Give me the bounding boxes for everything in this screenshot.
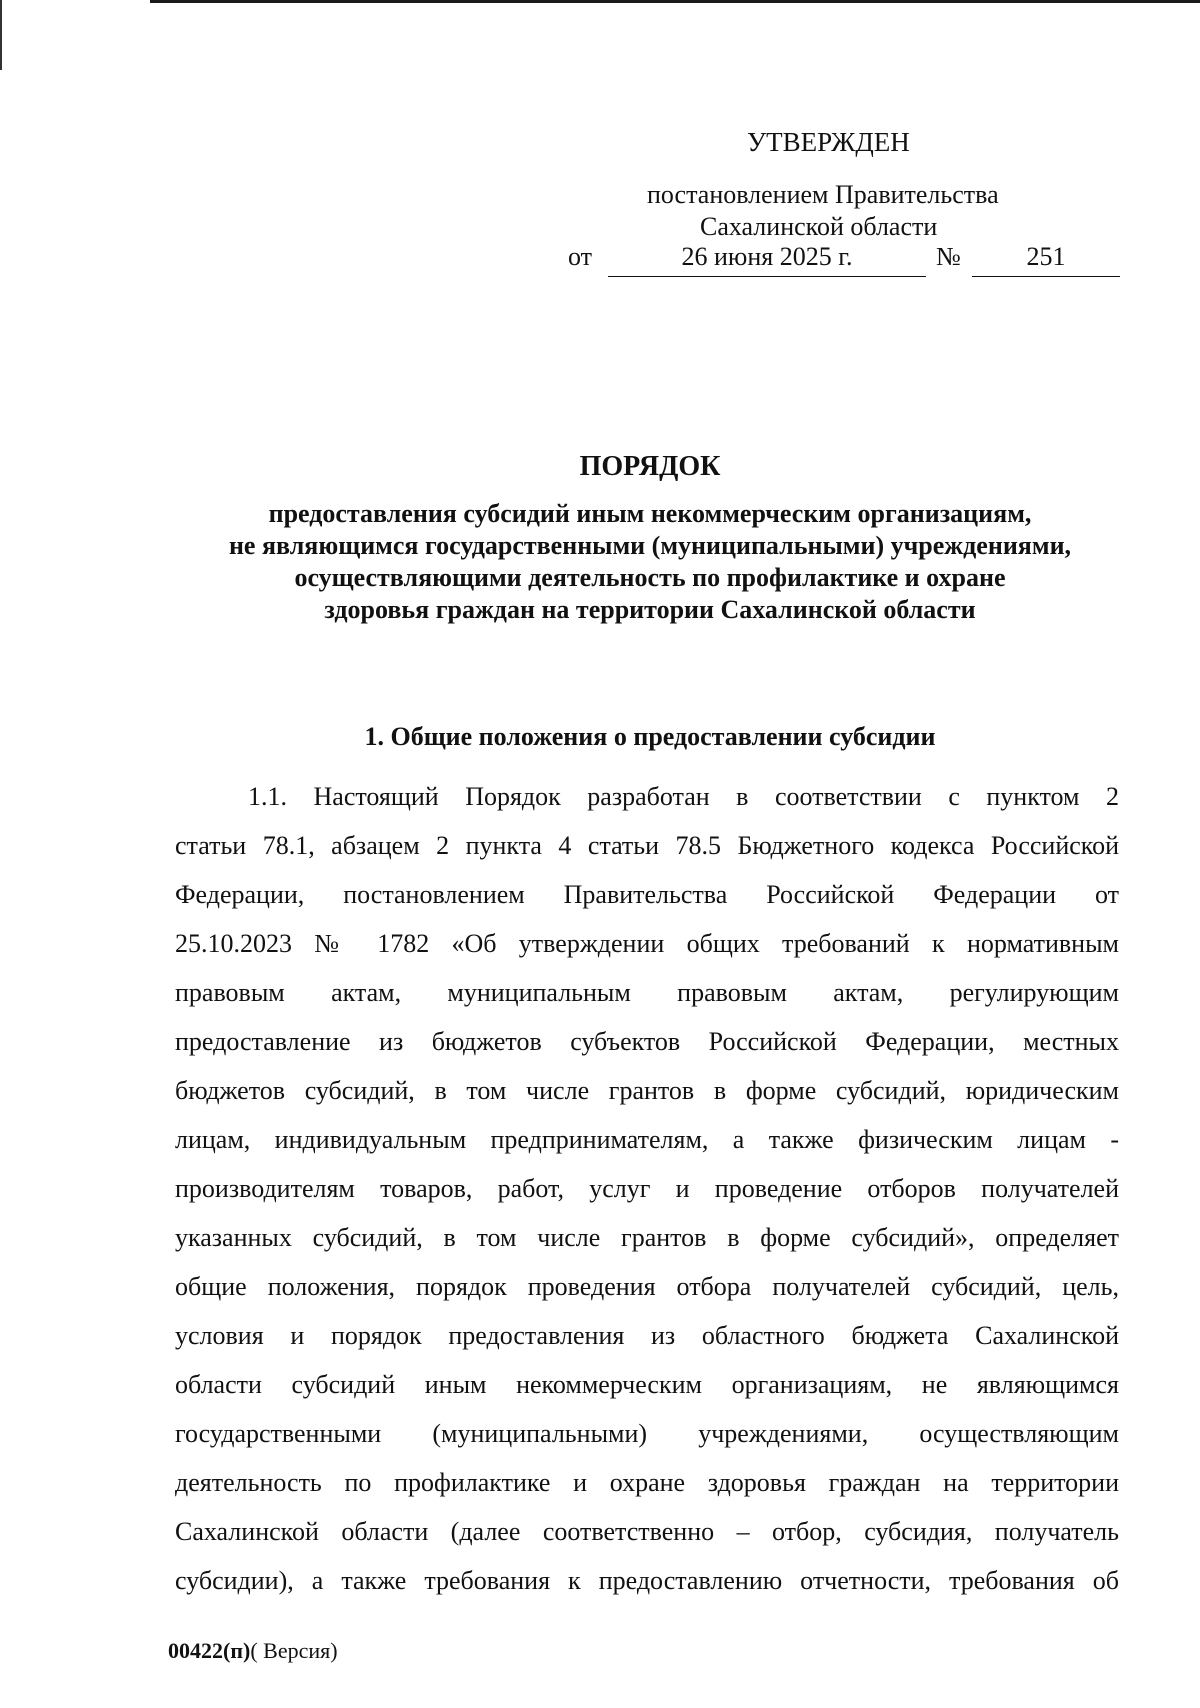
body-line: правовым актам, муниципальным правовым актам, регулирующим	[175, 978, 1119, 1007]
body-line: деятельность по профилактике и охране здоровья граждан на территории	[175, 1468, 1119, 1497]
document-title: ПОРЯДОК	[579, 451, 721, 482]
approval-date-row	[568, 242, 1128, 280]
footer	[168, 1638, 338, 1664]
body-line: указанных субсидий, в том числе грантов в форме субсидий», определяет	[175, 1223, 1119, 1252]
approval-title: УТВЕРЖДЕН	[747, 127, 910, 157]
scan-border-left	[0, 0, 2, 70]
body-line: государственными (муниципальными) учреждениями, осуществляющим	[175, 1419, 1119, 1448]
body-line: Федерации, постановлением Правительства Российской Федерации от	[175, 880, 1119, 909]
footer-version: ( Версия)	[250, 1638, 338, 1663]
body-line: области субсидий иным некоммерческим организациям, не являющимся	[175, 1370, 1119, 1399]
scan-border-top	[150, 0, 1200, 3]
approval-date: 26 июня 2025 г.	[608, 242, 926, 277]
subtitle-line: предоставления субсидий иным некоммерческим организациям,	[268, 499, 1032, 528]
body-line: 25.10.2023 № 1782 «Об утверждении общих требований к нормативным	[175, 929, 1119, 958]
body-line: Сахалинской области (далее соответственно – отбор, субсидия, получатель	[175, 1517, 1119, 1546]
approval-issuer-line2: Сахалинской области	[700, 212, 938, 241]
approval-number: 251	[972, 242, 1120, 277]
body-line: 1.1. Настоящий Порядок разработан в соответствии с пунктом 2	[248, 782, 1119, 811]
body-line: лицам, индивидуальным предпринимателям, а также физическим лицам -	[175, 1125, 1119, 1154]
date-label: от	[568, 242, 593, 271]
section-title: 1. Общие положения о предоставлении субсидии	[364, 722, 936, 751]
document-subtitle	[150, 498, 1150, 626]
body-line: условия и порядок предоставления из областного бюджета Сахалинской	[175, 1321, 1119, 1350]
body-line: статьи 78.1, абзацем 2 пункта 4 статьи 78.5 Бюджетного кодекса Российской	[175, 831, 1119, 860]
body-line: предоставление из бюджетов субъектов Российской Федерации, местных	[175, 1027, 1119, 1056]
subtitle-line: не являющимся государственными (муниципальными) учреждениями,	[228, 531, 1072, 560]
subtitle-line: осуществляющими деятельность по профилактике и охране	[294, 563, 1006, 592]
approval-issuer-line1: постановлением Правительства	[647, 180, 999, 209]
body-line: производителям товаров, работ, услуг и проведение отборов получателей	[175, 1174, 1119, 1203]
body-text	[175, 772, 1119, 1605]
number-label: №	[936, 242, 961, 271]
footer-doc-code: 00422(п)	[168, 1638, 251, 1663]
body-line: бюджетов субсидий, в том числе грантов в форме субсидий, юридическим	[175, 1076, 1119, 1105]
body-line: общие положения, порядок проведения отбора получателей субсидий, цель,	[175, 1272, 1119, 1301]
subtitle-line: здоровья граждан на территории Сахалинской области	[324, 595, 976, 624]
body-line: субсидии), а также требования к предоставлению отчетности, требования об	[175, 1566, 1119, 1595]
